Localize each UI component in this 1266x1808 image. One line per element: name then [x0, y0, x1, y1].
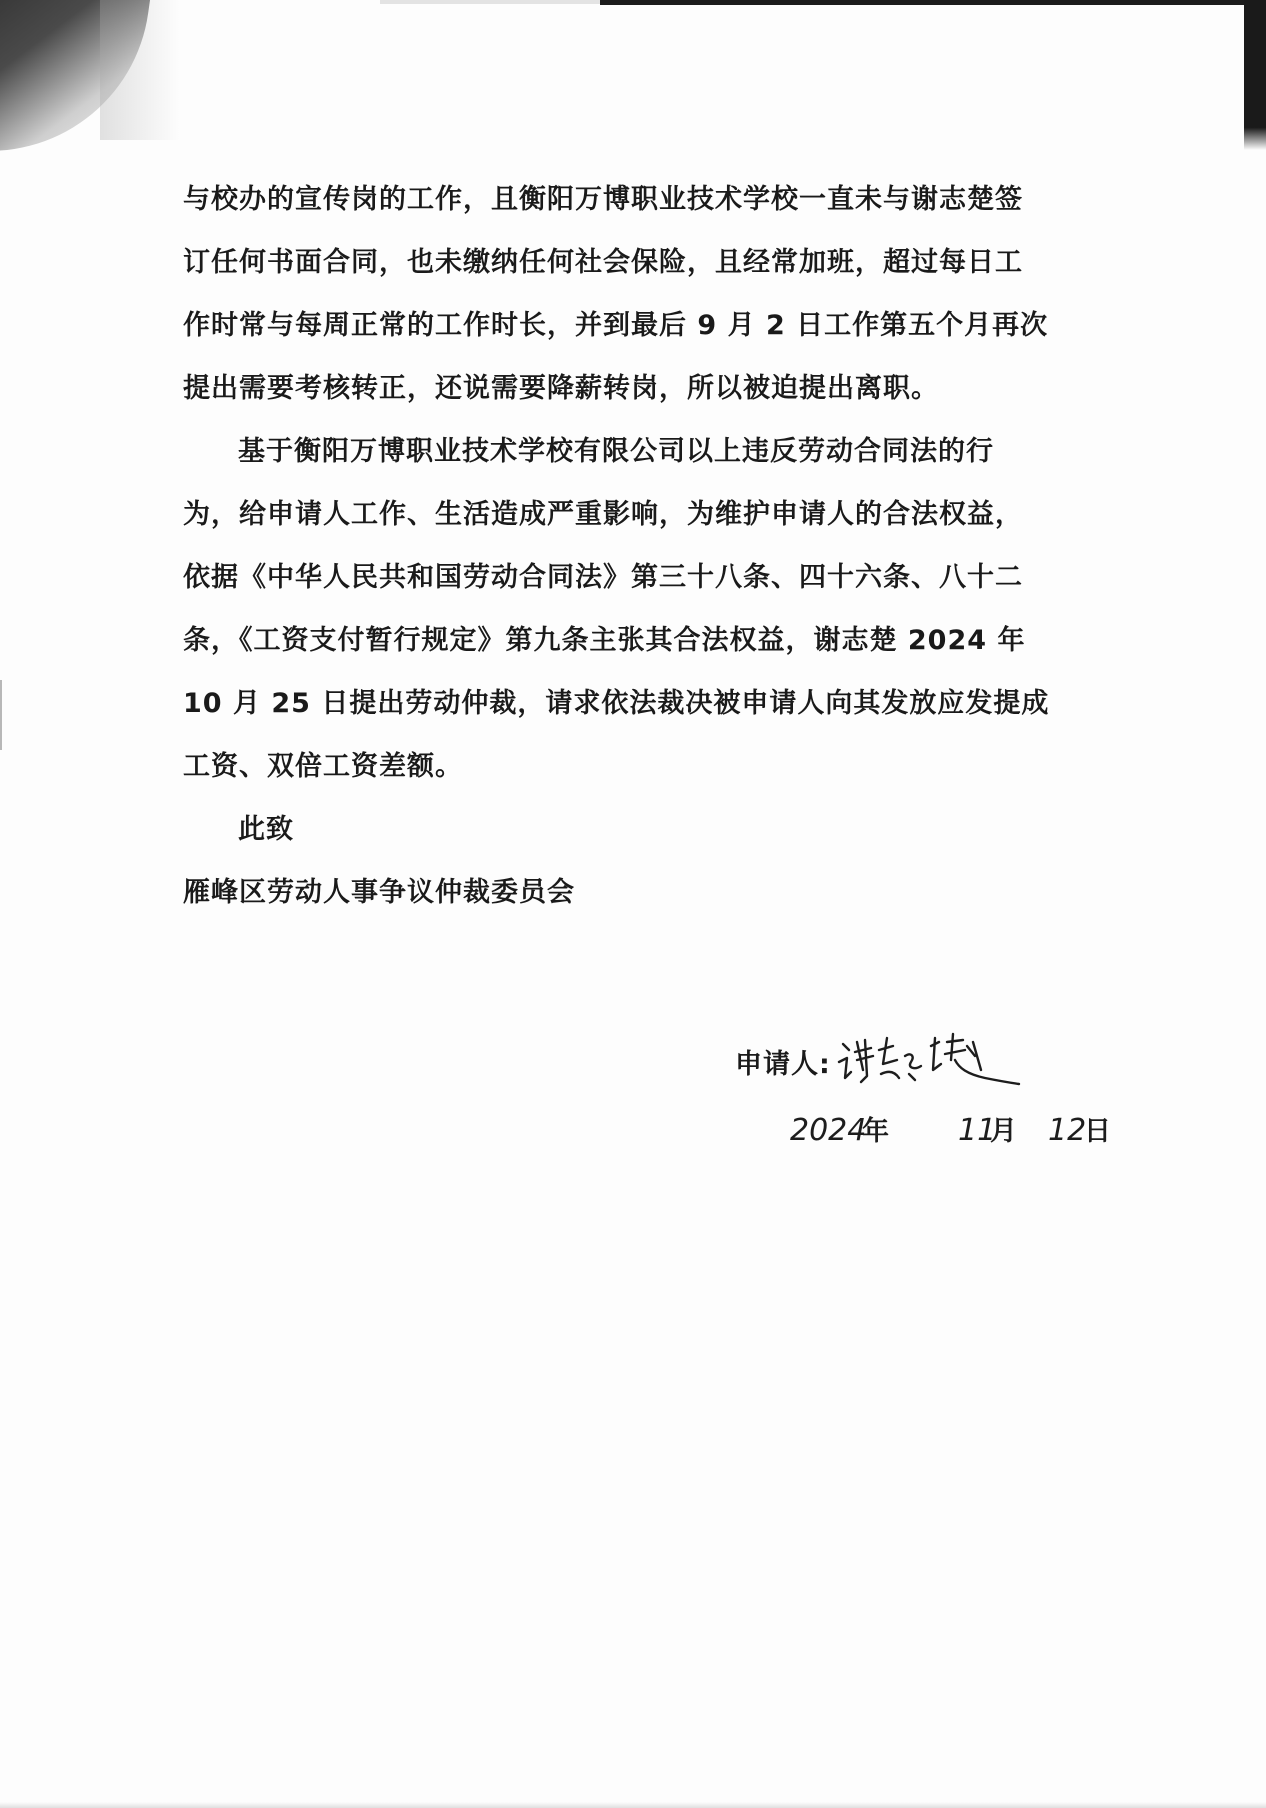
text-line: 条，《工资支付暂行规定》第九条主张其合法权益，谢志楚 2024 年 [183, 625, 1026, 656]
date-day-unit: 日 [1084, 1116, 1111, 1147]
text-line: 提出需要考核转正，还说需要降薪转岗，所以被迫提出离职。 [183, 373, 939, 404]
closing-salutation: 此致 [238, 814, 294, 845]
date-month: 11 [958, 1113, 997, 1148]
text-line: 与校办的宣传岗的工作，且衡阳万博职业技术学校一直未与谢志楚签 [183, 184, 1023, 215]
date-month-unit: 月 [990, 1116, 1017, 1147]
signature-block [735, 1030, 1135, 1170]
date-year: 2024 [790, 1113, 867, 1148]
text-line: 订任何书面合同，也未缴纳任何社会保险，且经常加班，超过每日工 [183, 247, 1023, 278]
text-line: 工资、双倍工资差额。 [183, 751, 463, 782]
scan-shadow-top-faint [380, 0, 600, 4]
recipient-name: 雁峰区劳动人事争议仲裁委员会 [183, 877, 575, 908]
text-line: 基于衡阳万博职业技术学校有限公司以上违反劳动合同法的行 [238, 436, 994, 467]
scan-left-mark [0, 680, 2, 750]
date-year-unit: 年 [862, 1116, 889, 1147]
text-line: 10 月 25 日提出劳动仲裁，请求依法裁决被申请人向其发放应发提成 [183, 688, 1050, 719]
text-line: 依据《中华人民共和国劳动合同法》第三十八条、四十六条、八十二 [183, 562, 1023, 593]
handwritten-signature [835, 1030, 1025, 1100]
applicant-label: 申请人: [735, 1049, 831, 1080]
scan-shadow-right-edge [1244, 0, 1266, 150]
scan-bottom-edge [0, 1802, 1266, 1808]
text-line: 为，给申请人工作、生活造成严重影响，为维护申请人的合法权益， [183, 499, 1023, 530]
date-day: 12 [1048, 1113, 1087, 1148]
letter-body [183, 168, 1063, 924]
scan-shadow-soft [100, 0, 180, 140]
text-line: 作时常与每周正常的工作时长，并到最后 9 月 2 日工作第五个月再次 [183, 310, 1049, 341]
handwritten-date [790, 1100, 1120, 1160]
scan-shadow-top-right [600, 0, 1266, 5]
